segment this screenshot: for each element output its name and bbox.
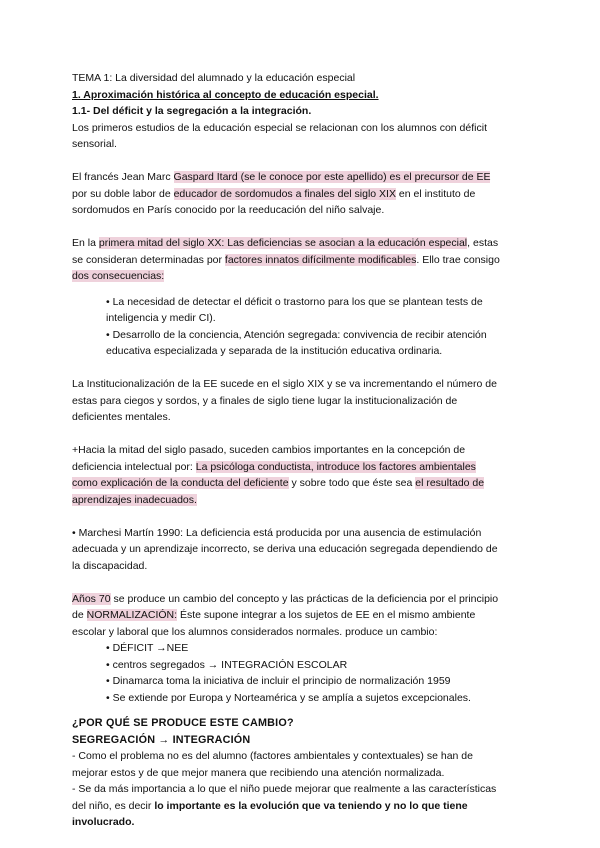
- paragraph-line: deficientes mentales.: [72, 411, 171, 423]
- paragraph-line: del niño, es decir lo importante es la evolución que va teniendo y no lo que tiene: [72, 799, 468, 812]
- list-item: • Se extiende por Europa y Norteamérica y se amplía a sujetos excepcionales.: [106, 691, 471, 704]
- list-item: • Desarrollo de la conciencia, Atención segregada: convivencia de recibir atención: [106, 328, 487, 341]
- list-item: • La necesidad de detectar el déficit o trastorno para los que se plantean tests de: [106, 295, 483, 308]
- paragraph-line: como explicación de la conducta del deficiente y sobre todo que éste sea el resultado de: [72, 477, 485, 489]
- highlight: educador de sordomudos a finales del siglo XIX: [173, 187, 396, 200]
- list-item: • centros segregados → INTEGRACIÓN ESCOLAR: [106, 658, 348, 671]
- paragraph-line: Los primeros estudios de la educación especial se relacionan con los alumnos con déficit: [72, 121, 487, 134]
- highlight: La psicóloga conductista, introduce los factores ambientales: [195, 460, 476, 473]
- paragraph-line: La Institucionalización de la EE sucede en el siglo XIX y se va incrementando el número de: [72, 378, 497, 390]
- highlight: NORMALIZACIÓN:: [86, 609, 178, 621]
- paragraph-line: deficiencia intelectual por: La psicóloga conductista, introduce los factores ambientales: [72, 460, 476, 473]
- highlight: primera mitad del siglo XX: Las deficiencias se asocian a la educación especial: [98, 237, 468, 249]
- paragraph-line: escolar y laboral que los alumnos considerados normales. produce un cambio:: [72, 625, 438, 638]
- list-item: • DÉFICIT →NEE: [106, 642, 189, 654]
- highlight: Gaspard Itard (se le conoce por este apellido) es el precursor de EE: [173, 171, 491, 183]
- list-item: • Dinamarca toma la iniciativa de incluir el principio de normalización 1959: [106, 675, 451, 687]
- paragraph-line: Años 70 se produce un cambio del concepto y las prácticas de la deficiencia por el principio: [72, 592, 499, 605]
- paragraph-line: adecuada y un aprendizaje incorrecto, se deriva una educación segregada dependiendo de: [72, 543, 498, 555]
- highlight: como explicación de la conducta del deficiente: [72, 477, 289, 489]
- highlight: factores innatos difícilmente modificables: [224, 253, 417, 266]
- paragraph-line: [72, 268, 522, 285]
- paragraph-line: la discapacidad.: [72, 559, 148, 572]
- paragraph-line: se consideran determinadas por factores innatos difícilmente modificables. Ello trae consigo: [72, 253, 500, 266]
- section-heading-1: 1. Aproximación histórica al concepto de educación especial.: [72, 88, 379, 101]
- paragraph-line: El francés Jean Marc Gaspard Itard (se le conoce por este apellido) es el precursor de EE: [72, 171, 491, 183]
- subheading: SEGREGACIÓN → INTEGRACIÓN: [72, 733, 251, 746]
- paragraph-line: - Se da más importancia a lo que el niño puede mejorar que realmente a las características: [72, 783, 497, 795]
- question-heading: ¿POR QUÉ SE PRODUCE ESTE CAMBIO?: [72, 717, 294, 729]
- highlight: aprendizajes inadecuados.: [72, 493, 197, 506]
- paragraph-line: por su doble labor de educador de sordomudos a finales del siglo XIX en el instituto de: [72, 187, 476, 200]
- highlight: el resultado de: [415, 477, 485, 489]
- list-item: inteligencia y medir CI).: [106, 312, 216, 324]
- bold-text: involucrado.: [72, 816, 135, 828]
- paragraph-line: +Hacia la mitad del siglo pasado, suceden cambios importantes en la concepción de: [72, 444, 466, 456]
- paragraph-line: [72, 492, 522, 509]
- paragraph-line: sordomudos en París conocido por la reeducación del niño salvaje.: [72, 204, 385, 216]
- doc-title: TEMA 1: La diversidad del alumnado y la educación especial: [72, 72, 356, 84]
- paragraph-line: En la primera mitad del siglo XX: Las deficiencias se asocian a la educación especial, estas: [72, 237, 499, 249]
- paragraph-line: • Marchesi Martín 1990: La deficiencia está producida por una ausencia de estimulación: [72, 526, 482, 539]
- highlight: Años 70: [72, 592, 111, 605]
- document-page: [72, 70, 522, 831]
- bold-text: lo importante es la evolución que va teniendo y no lo que tiene: [154, 799, 468, 812]
- section-heading-1-1: 1.1- Del déficit y la segregación a la integración.: [72, 105, 312, 117]
- highlight: dos consecuencias:: [72, 270, 165, 282]
- paragraph-line: estas para ciegos y sordos, y a finales de siglo tiene lugar la institucionalización de: [72, 394, 458, 407]
- paragraph-line: sensorial.: [72, 138, 117, 150]
- paragraph-line: mejorar estos y de que mejor manera que recibiendo una atención normalizada.: [72, 766, 445, 779]
- paragraph-line: - Como el problema no es del alumno (factores ambientales y contextuales) se han de: [72, 750, 473, 762]
- list-item: educativa especializada y separada de la institución educativa ordinaria.: [106, 345, 443, 357]
- paragraph-line: de NORMALIZACIÓN: Éste supone integrar a los sujetos de EE en el mismo ambiente: [72, 609, 476, 621]
